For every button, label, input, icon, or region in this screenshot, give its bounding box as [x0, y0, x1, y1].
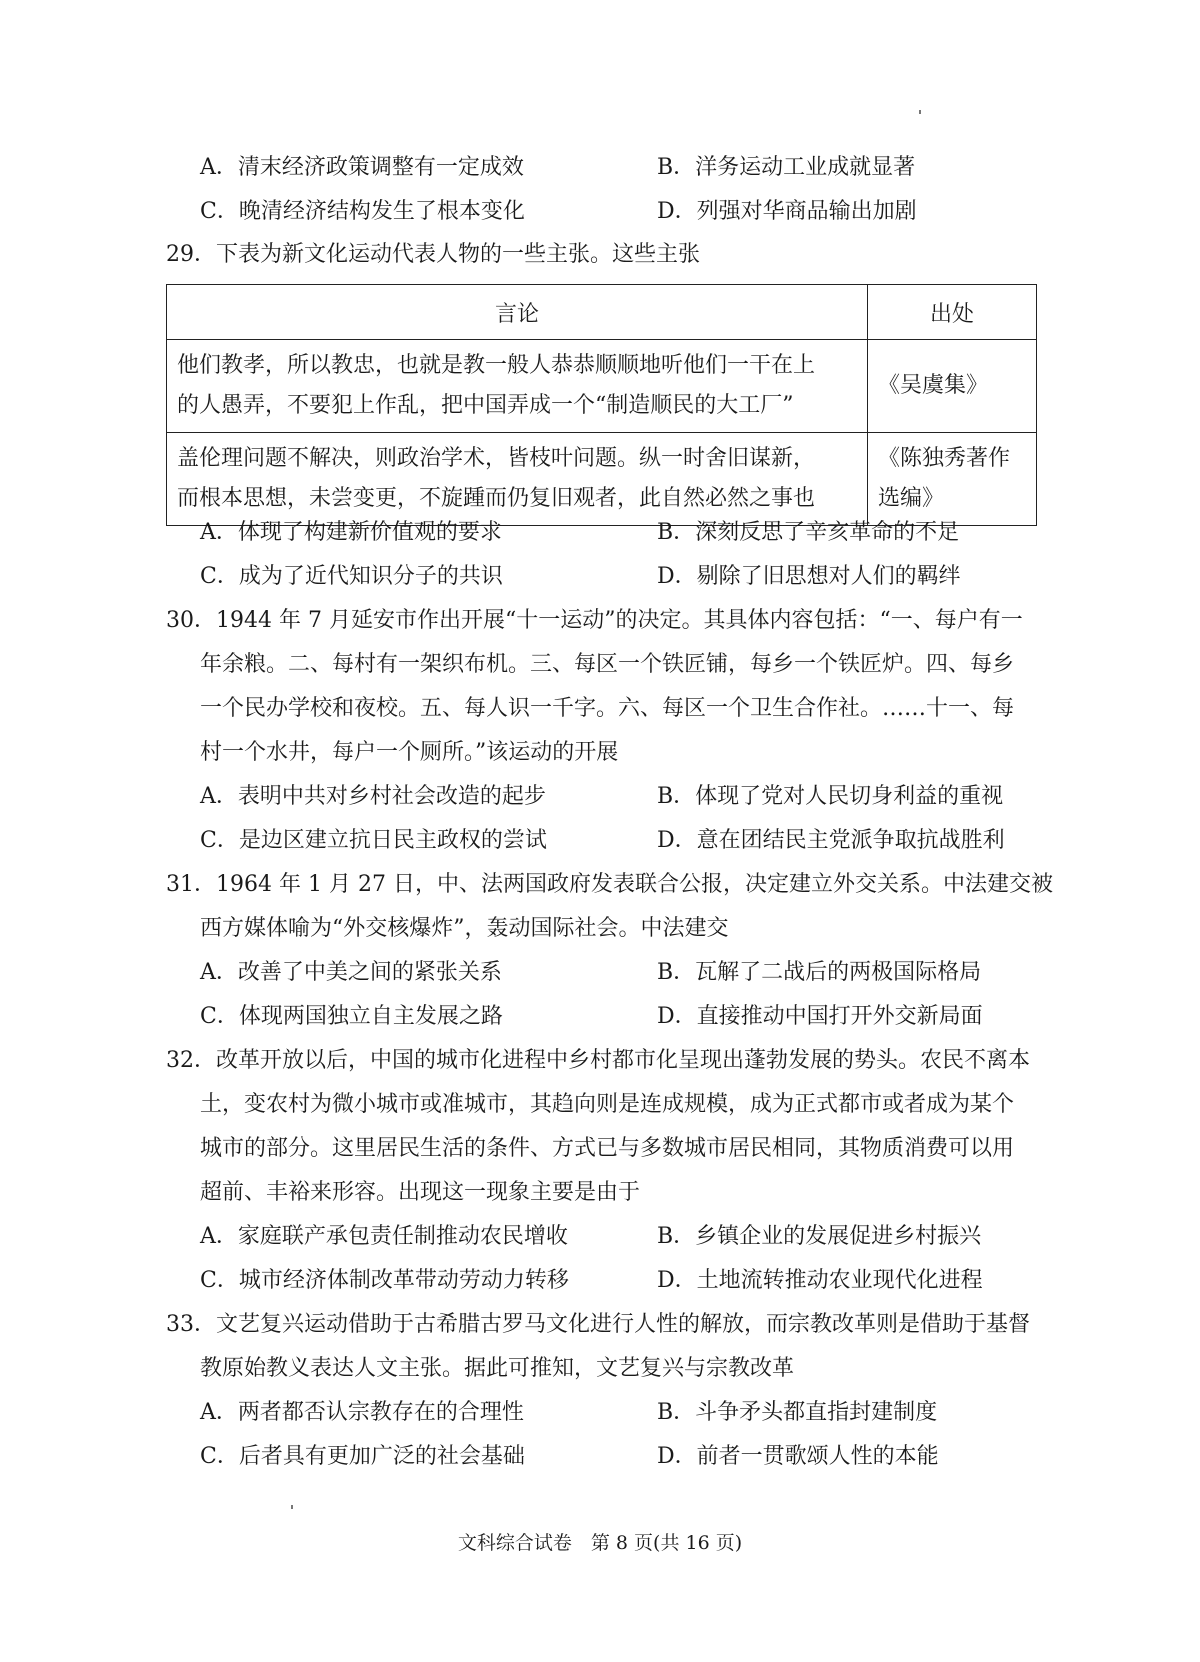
quote-cell [167, 433, 868, 526]
q30-stem-line: 一个民办学校和夜校。五、每人识一千字。六、每区一个卫生合作社。……十一、每 [200, 696, 1015, 721]
q29-option-a[interactable]: A．体现了构建新价值观的要求 [200, 520, 502, 545]
q31-option-c[interactable]: C．体现两国独立自主发展之路 [200, 1004, 503, 1029]
q30-stem-line: 30．1944 年 7 月延安市作出开展“十一运动”的决定。其具体内容包括：“一、每户有一 [166, 608, 1023, 633]
q31-option-a[interactable]: A．改善了中美之间的紧张关系 [200, 960, 502, 985]
quote-line: 他们教孝，所以教忠，也就是教一般人恭恭顺顺地听他们一干在上 [177, 353, 816, 378]
q28-option-d[interactable]: D．列强对华商品输出加剧 [657, 199, 917, 224]
scan-mark [919, 110, 921, 114]
q33-stem-line: 教原始教义表达人文主张。据此可推知，文艺复兴与宗教改革 [200, 1356, 795, 1381]
source-cell: 《陈独秀著作选编》 [868, 433, 1037, 526]
scan-mark [291, 1505, 293, 1509]
q30-option-d[interactable]: D．意在团结民主党派争取抗战胜利 [657, 828, 1005, 853]
table-row [167, 340, 1037, 433]
q31-option-b[interactable]: B．瓦解了二战后的两极国际格局 [657, 960, 982, 985]
quote-cell [167, 340, 868, 433]
q32-option-d[interactable]: D．土地流转推动农业现代化进程 [657, 1268, 983, 1293]
q28-option-b[interactable]: B．洋务运动工业成就显著 [657, 155, 916, 180]
header-source: 出处 [868, 285, 1037, 340]
q32-option-c[interactable]: C．城市经济体制改革带动劳动力转移 [200, 1268, 569, 1293]
q31-stem-line: 31．1964 年 1 月 27 日，中、法两国政府发表联合公报，决定建立外交关系。中法建交被 [166, 872, 1053, 897]
quote-line: 盖伦理问题不解决，则政治学术，皆枝叶问题。纵一时舍旧谋新， [177, 446, 816, 471]
q32-stem-line: 32．改革开放以后，中国的城市化进程中乡村都市化呈现出蓬勃发展的势头。农民不离本 [166, 1048, 1030, 1073]
q29-option-b[interactable]: B．深刻反思了辛亥革命的不足 [657, 520, 960, 545]
q31-option-d[interactable]: D．直接推动中国打开外交新局面 [657, 1004, 983, 1029]
page-footer: 文科综合试卷 第 8 页(共 16 页) [457, 1532, 743, 1554]
q33-option-b[interactable]: B．斗争矛头都直指封建制度 [657, 1400, 938, 1425]
q32-stem-line: 土，变农村为微小城市或准城市，其趋向则是连成规模，成为正式都市或者成为某个 [200, 1092, 1015, 1117]
q32-option-a[interactable]: A．家庭联产承包责任制推动农民增收 [200, 1224, 568, 1249]
table-row [167, 433, 1037, 526]
q32-stem-line: 超前、丰裕来形容。出现这一现象主要是由于 [200, 1180, 641, 1205]
q31-stem-line: 西方媒体喻为“外交核爆炸”，轰动国际社会。中法建交 [200, 916, 729, 941]
q32-stem-line: 城市的部分。这里居民生活的条件、方式已与多数城市居民相同，其物质消费可以用 [200, 1136, 1015, 1161]
q33-option-d[interactable]: D．前者一贯歌颂人性的本能 [657, 1444, 939, 1469]
header-quote: 言论 [167, 285, 868, 340]
q28-option-c[interactable]: C．晚清经济结构发生了根本变化 [200, 199, 525, 224]
q33-option-a[interactable]: A．两者都否认宗教存在的合理性 [200, 1400, 524, 1425]
source-cell: 《吴虞集》 [868, 340, 1037, 433]
q32-option-b[interactable]: B．乡镇企业的发展促进乡村振兴 [657, 1224, 982, 1249]
q30-stem-line: 年余粮。二、每村有一架织布机。三、每区一个铁匠铺，每乡一个铁匠炉。四、每乡 [200, 652, 1015, 677]
q28-option-a[interactable]: A．清末经济政策调整有一定成效 [200, 155, 524, 180]
q29-option-d[interactable]: D．剔除了旧思想对人们的羁绊 [657, 564, 961, 589]
quote-line: 而根本思想，未尝变更，不旋踵而仍复旧观者，此自然必然之事也 [177, 486, 816, 511]
q30-option-a[interactable]: A．表明中共对乡村社会改造的起步 [200, 784, 546, 809]
q33-option-c[interactable]: C．后者具有更加广泛的社会基础 [200, 1444, 525, 1469]
q33-stem-line: 33．文艺复兴运动借助于古希腊古罗马文化进行人性的解放，而宗教改革则是借助于基督 [166, 1312, 1030, 1337]
q29-quote-table [166, 284, 1037, 526]
q29-stem: 29．下表为新文化运动代表人物的一些主张。这些主张 [166, 242, 700, 267]
q30-option-b[interactable]: B．体现了党对人民切身利益的重视 [657, 784, 1004, 809]
q30-stem-line: 村一个水井，每户一个厕所。”该运动的开展 [200, 740, 619, 765]
q30-option-c[interactable]: C．是边区建立抗日民主政权的尝试 [200, 828, 547, 853]
table-header-row [167, 285, 1037, 340]
q29-option-c[interactable]: C．成为了近代知识分子的共识 [200, 564, 503, 589]
quote-line: 的人愚弄，不要犯上作乱，把中国弄成一个“制造顺民的大工厂” [177, 393, 794, 418]
